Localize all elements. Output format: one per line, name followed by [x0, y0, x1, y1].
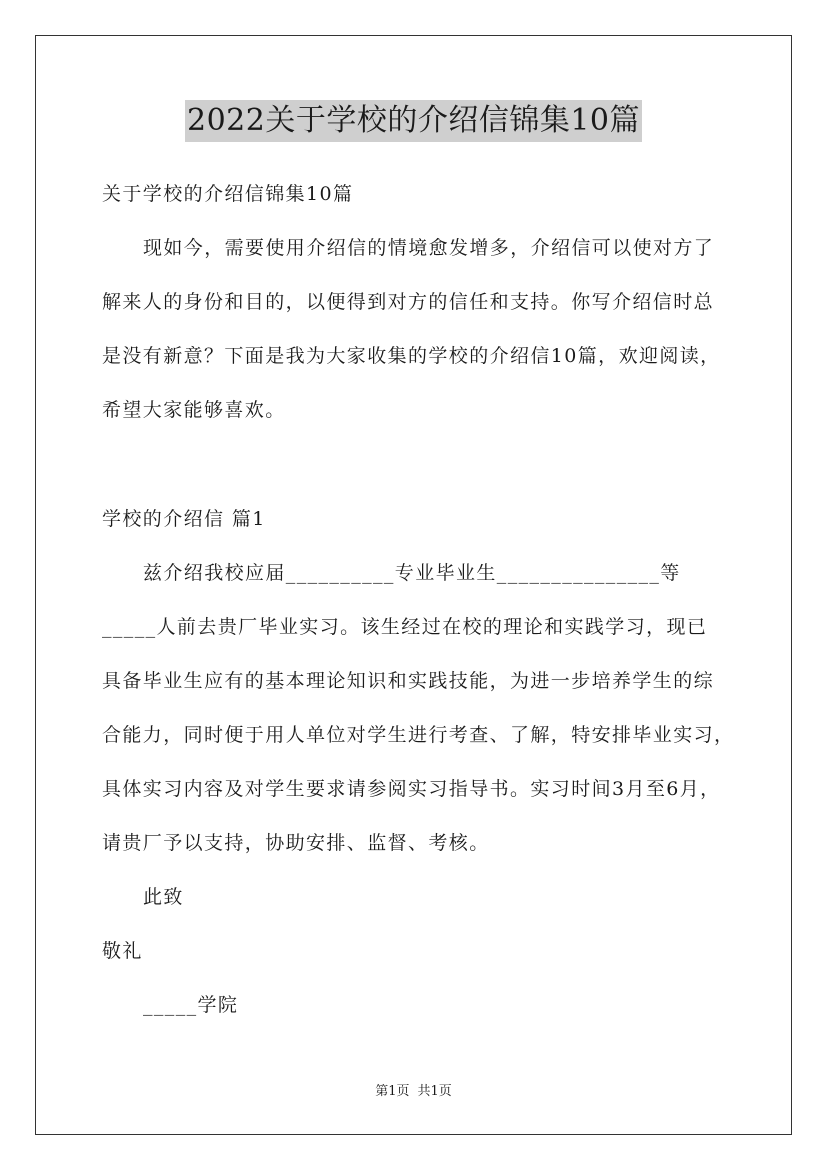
intro-line-1: 现如今，需要使用介绍信的情境愈发增多，介绍信可以使对方了 [143, 237, 715, 259]
letter-line-4: 合能力，同时便于用人单位对学生进行考查、了解，特安排毕业实习， [102, 724, 735, 746]
signature-line: _____学院 [143, 994, 239, 1016]
page-number: 第1页 [375, 1084, 410, 1099]
closing-regards: 敬礼 [102, 940, 143, 962]
title-container [0, 100, 827, 142]
letter-line-3: 具备毕业生应有的基本理论知识和实践技能，为进一步培养学生的综 [102, 670, 715, 692]
document-title: 2022关于学校的介绍信锦集10篇 [185, 100, 642, 142]
intro-line-3: 是没有新意？下面是我为大家收集的学校的介绍信10篇，欢迎阅读， [102, 345, 721, 367]
letter-line-2: _____人前去贵厂毕业实习。该生经过在校的理论和实践学习，现已 [102, 616, 708, 638]
intro-line-2: 解来人的身份和目的，以便得到对方的信任和支持。你写介绍信时总 [102, 291, 715, 313]
page-footer [0, 1083, 827, 1101]
closing-salutation: 此致 [143, 886, 184, 908]
letter-line-6: 请贵厂予以支持，协助安排、监督、考核。 [102, 832, 490, 854]
letter-line-1: 兹介绍我校应届__________专业毕业生_______________等 [143, 562, 681, 584]
page-total: 共1页 [417, 1084, 452, 1099]
letter-line-5: 具体实习内容及对学生要求请参阅实习指导书。实习时间3月至6月， [102, 778, 721, 800]
document-subtitle: 关于学校的介绍信锦集10篇 [102, 183, 354, 205]
intro-line-4: 希望大家能够喜欢。 [102, 399, 286, 421]
section-heading: 学校的介绍信 篇1 [102, 508, 266, 530]
